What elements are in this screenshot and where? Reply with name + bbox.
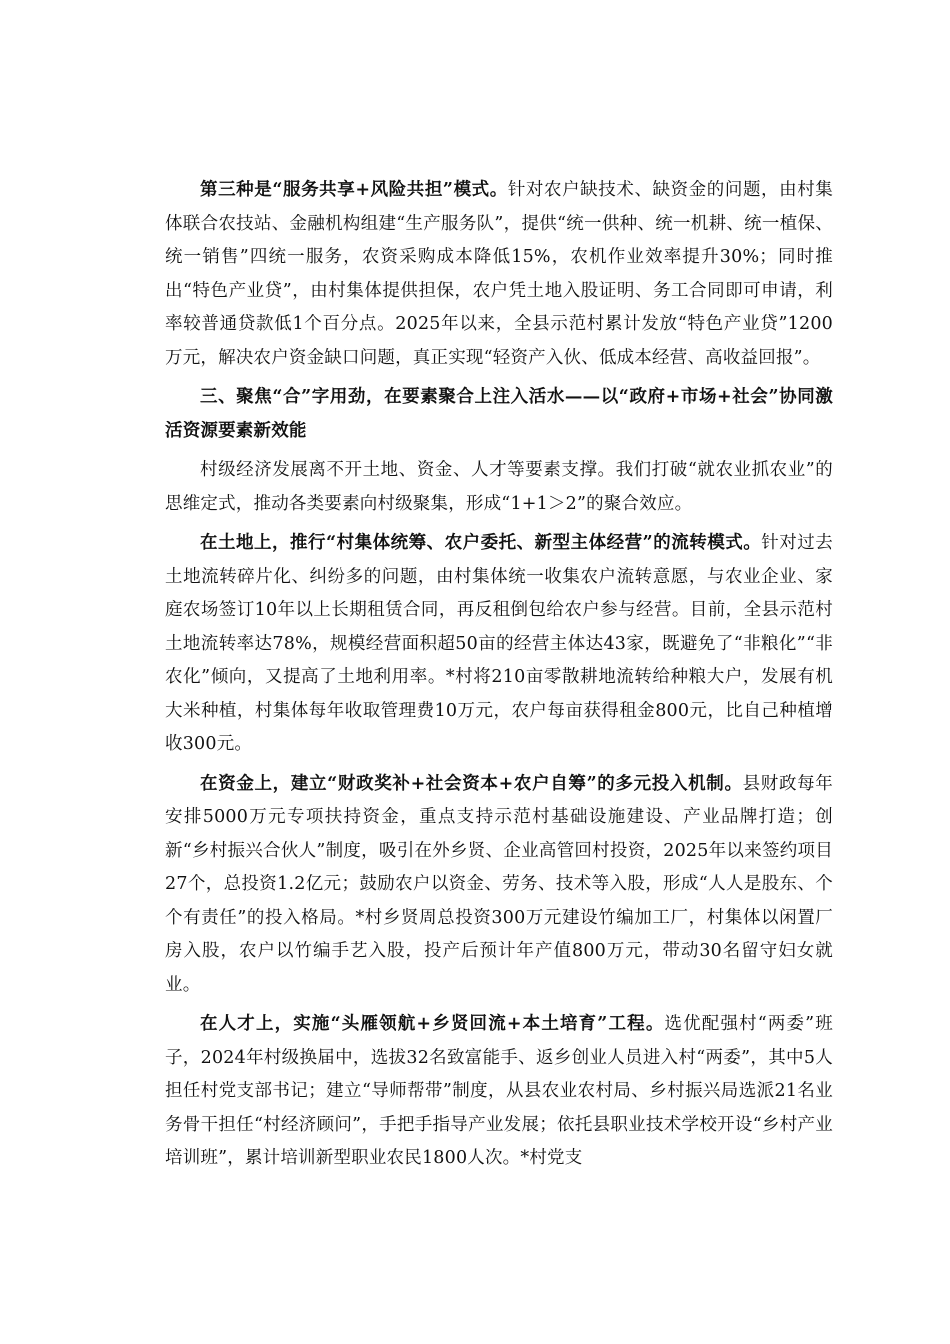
paragraph-service-sharing: [165, 174, 833, 375]
paragraph-funding: [165, 768, 833, 1003]
paragraph-body: 村级经济发展离不开土地、资金、人才等要素支撑。我们打破“就农业抓农业”的思维定式，推动各类要素向村级聚集，形成“1+1＞2”的聚合效应。: [165, 460, 833, 514]
paragraph-body: 针对农户缺技术、缺资金的问题，由村集体联合农技站、金融机构组建“生产服务队”，提供“统一供种、统一机耕、统一植保、统一销售”四统一服务，农资采购成本降低15%，农机作业效率提升30%；同时推出“特色产业贷”，由村集体提供担保，农户凭土地入股证明、务工合同即可申请，利率较普通贷款低1个百分点。2025年以来，全县示范村累计发放“特色产业贷”1200万元，解决农户资金缺口问题，真正实现“轻资产入伙、低成本经营、高收益回报”。: [165, 180, 833, 368]
paragraph-talent: [165, 1008, 833, 1176]
paragraph-intro: [165, 454, 833, 521]
paragraph-land: [165, 527, 833, 762]
section-heading: 三、聚焦“合”字用劲，在要素聚合上注入活水——以“政府+市场+社会”协同激活资源要素新效能: [165, 387, 833, 441]
paragraph-lead: 在土地上，推行“村集体统筹、农户委托、新型主体经营”的流转模式。: [200, 533, 762, 553]
paragraph-body: 县财政每年安排5000万元专项扶持资金，重点支持示范村基础设施建设、产业品牌打造；创新“乡村振兴合伙人”制度，吸引在外乡贤、企业高管回村投资，2025年以来签约项目27个，总投资1.2亿元；鼓励农户以资金、劳务、技术等入股，形成“人人是股东、个个有责任”的投入格局。*村乡贤周总投资300万元建设竹编加工厂，村集体以闲置厂房入股，农户以竹编手艺入股，投产后预计年产值800万元，带动30名留守妇女就业。: [165, 773, 834, 995]
paragraph-body: 针对过去土地流转碎片化、纠纷多的问题，由村集体统一收集农户流转意愿，与农业企业、家庭农场签订10年以上长期租赁合同，再反租倒包给农户参与经营。目前，全县示范村土地流转率达78%，规模经营面积超50亩的经营主体达43家，既避免了“非粮化”“非农化”倾向，又提高了土地利用率。*村将210亩零散耕地流转给种粮大户，发展有机大米种植，村集体每年收取管理费10万元，农户每亩获得租金800元，比自己种植增收300元。: [165, 533, 833, 754]
paragraph-body: 选优配强村“两委”班子，2024年村级换届中，选拔32名致富能手、返乡创业人员进入村“两委”，其中5人担任村党支部书记；建立“导师帮带”制度，从县农业农村局、乡村振兴局选派21名业务骨干担任“村经济顾问”，手把手指导产业发展；依托县职业技术学校开设“乡村产业培训班”，累计培训新型职业农民1800人次。*村党支: [165, 1014, 833, 1168]
paragraph-lead: 第三种是“服务共享+风险共担”模式。: [200, 180, 508, 200]
paragraph-lead: 在资金上，建立“财政奖补+社会资本+农户自筹”的多元投入机制。: [200, 773, 743, 794]
paragraph-lead: 在人才上，实施“头雁领航+乡贤回流+本土培育”工程。: [200, 1014, 665, 1034]
document-page: [165, 174, 833, 1176]
